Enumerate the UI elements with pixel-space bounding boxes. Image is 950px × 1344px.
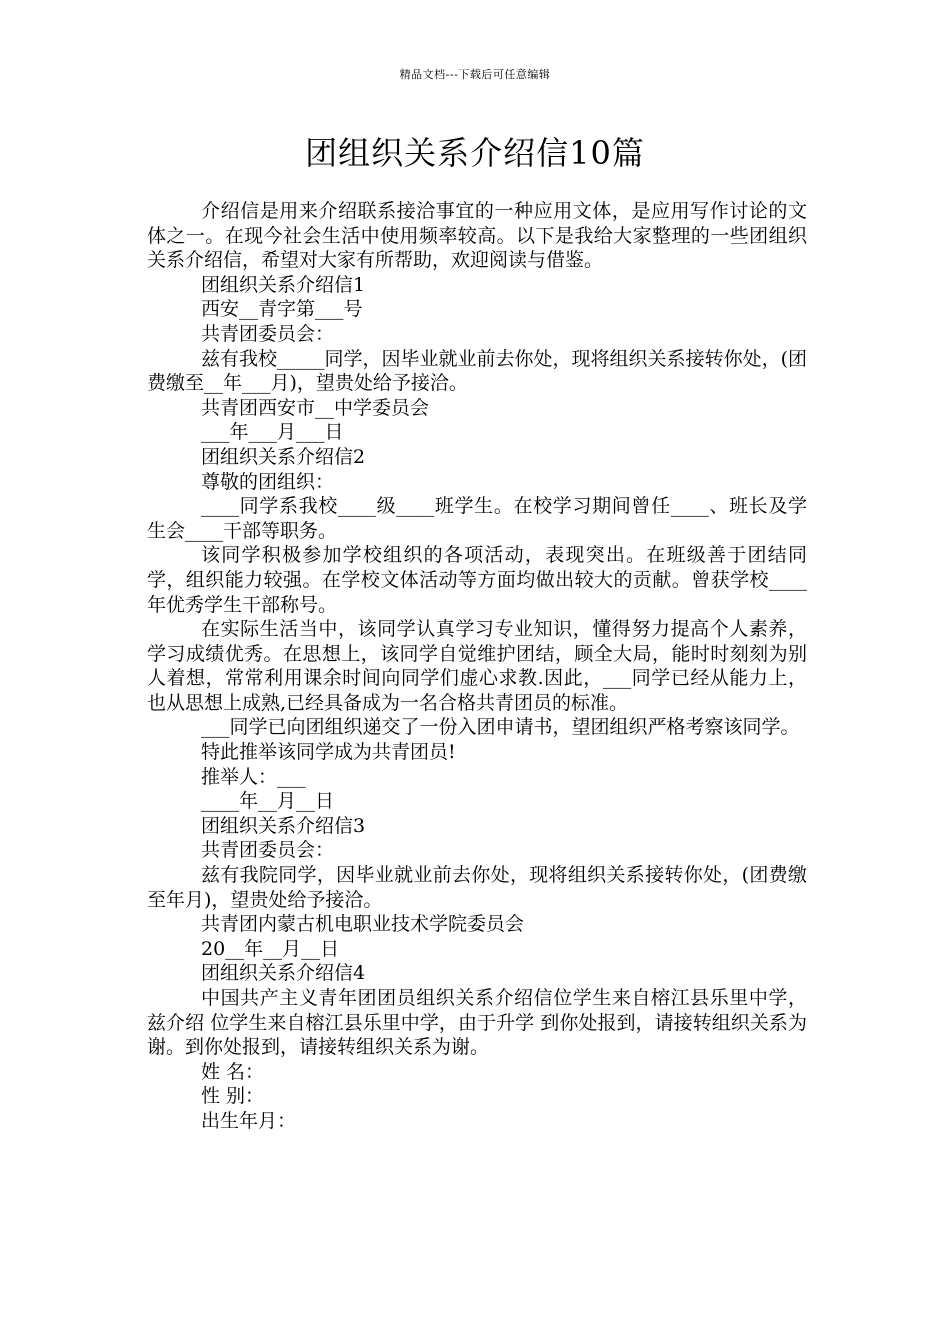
document-title: 团组织关系介绍信10篇 <box>305 134 645 172</box>
letter-3-heading: 团组织关系介绍信3 <box>201 814 366 837</box>
letter-3-salutation: 共青团委员会： <box>201 839 335 862</box>
letter-3-date: 20__年__月__日 <box>201 937 340 960</box>
letter-2-closing: 特此推举该同学成为共青团员! <box>201 741 456 764</box>
letter-2-paragraph: ____同学系我校____级____班学生。在校学习期间曾任____、班长及学生会____干部等职务。 <box>147 495 807 542</box>
letter-4-field-name: 姓 名： <box>201 1060 265 1083</box>
letter-2-paragraph: 该同学积极参加学校组织的各项活动，表现突出。在班级善于团结同学，组织能力较强。在学校文体活动等方面均做出较大的贡献。曾获学校____年优秀学生干部称号。 <box>147 544 807 616</box>
letter-2-salutation: 尊敬的团组织： <box>201 470 335 493</box>
letter-1-signature: 共青团西安市__中学委员会 <box>201 396 430 419</box>
letter-3-signature: 共青团内蒙古机电职业技术学院委员会 <box>201 913 525 936</box>
letter-1-body: 兹有我校_____同学，因毕业就业前去你处，现将组织关系接转你处，(团费缴至__年___月)，望贵处给予接洽。 <box>147 347 807 395</box>
document-body <box>147 199 807 1134</box>
letter-4-body: 中国共产主义青年团团员组织关系介绍信位学生来自榕江县乐里中学，兹介绍 位学生来自榕江县乐里中学，由于升学 到你处报到，请接转组织关系为谢。到你处报到，请接转组织关系为谢。 <box>147 987 807 1059</box>
letter-3-body: 兹有我院同学，因毕业就业前去你处，现将组织关系接转你处，(团费缴至年月)，望贵处给予接洽。 <box>147 864 807 911</box>
letter-2-paragraph: ___同学已向团组织递交了一份入团申请书，望团组织严格考察该同学。 <box>201 716 800 739</box>
letter-2-paragraph: 在实际生活当中，该同学认真学习专业知识，懂得努力提高个人素养，学习成绩优秀。在思想上，该同学自觉维护团结，顾全大局，能时时刻刻为别人着想，常常利用课余时间向同学们虚心求教.因此，___同学已经从能力上，也从思想上成熟,已经具备成为一名合格共青团员的标准。 <box>147 618 807 714</box>
letter-4-field-birth: 出生年月： <box>201 1109 297 1132</box>
letter-1-salutation: 共青团委员会： <box>201 322 335 345</box>
letter-1-reference-number: 西安__青字第___号 <box>201 298 363 321</box>
letter-4-heading: 团组织关系介绍信4 <box>201 962 366 985</box>
letter-4-field-gender: 性 别： <box>201 1085 265 1108</box>
intro-paragraph: 介绍信是用来介绍联系接洽事宜的一种应用文体，是应用写作讨论的文体之一。在现今社会生活中使用频率较高。以下是我给大家整理的一些团组织关系介绍信，希望对大家有所帮助，欢迎阅读与借鉴。 <box>147 200 807 272</box>
page-header-note: 精品文档---下载后可任意编辑 <box>399 68 551 81</box>
letter-2-date: ____年__月__日 <box>201 790 335 813</box>
letter-1-date: ___年___月___日 <box>201 421 344 444</box>
letter-2-heading: 团组织关系介绍信2 <box>201 445 366 468</box>
letter-1-heading: 团组织关系介绍信1 <box>201 273 366 296</box>
letter-2-recommender: 推举人：___ <box>201 765 306 788</box>
